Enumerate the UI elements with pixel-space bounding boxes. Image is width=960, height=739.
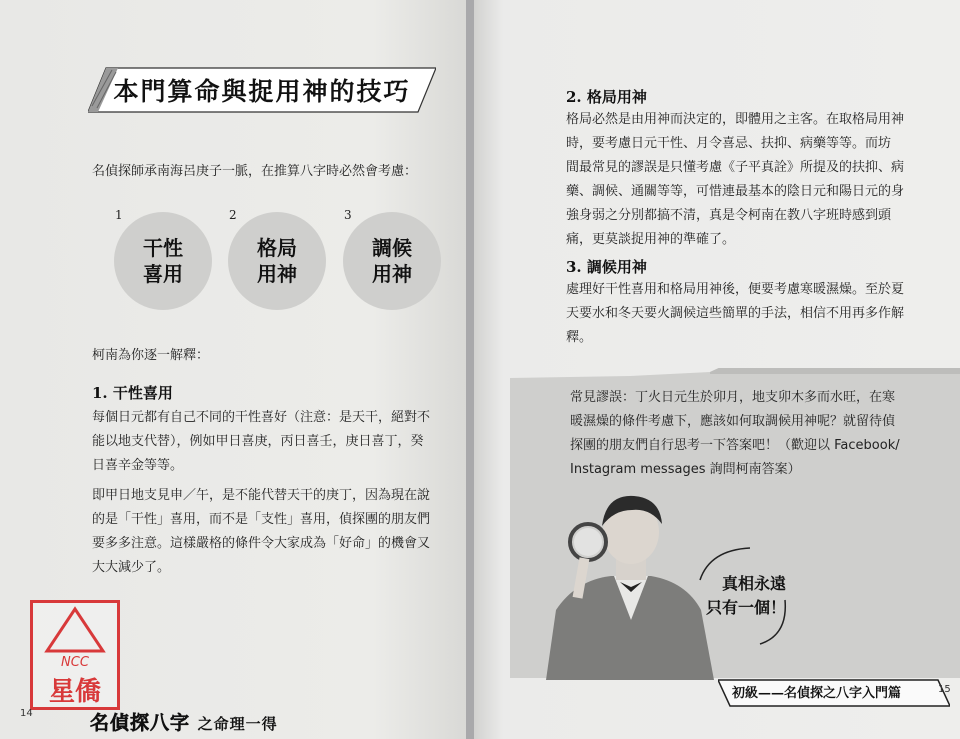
right-page-number: 15	[938, 684, 951, 695]
section2-line: 強身弱之分別都搞不清，真是令柯南在教八字班時感到頭	[566, 208, 892, 223]
section2-line: 格局必然是由用神而決定的，即體用之主客。在取格局用神	[566, 112, 905, 127]
common-mistake-paragraph	[570, 386, 950, 482]
book-spine	[466, 0, 474, 739]
section1-paragraph	[92, 406, 462, 478]
section1b-paragraph	[92, 484, 462, 580]
section2-title: 2. 格局用神	[566, 88, 647, 106]
footer-book-subtitle: 之命理一得	[197, 715, 278, 733]
circle-3-number: 3	[344, 208, 352, 222]
section1-line: 日喜辛金等等。	[92, 458, 184, 473]
section2-line: 痛，更莫談捉用神的準確了。	[566, 232, 736, 247]
circle-gan-xing	[114, 212, 212, 310]
circle-3-line2: 用神	[372, 262, 412, 286]
circle-2-line1: 格局	[257, 236, 297, 260]
circle-1-number: 1	[115, 208, 123, 222]
circle-tiao-hou	[343, 212, 441, 310]
circle-1-line1: 干性	[143, 236, 183, 260]
section3-title: 3. 調候用神	[566, 258, 647, 276]
footer-book-title: 名偵探八字	[90, 712, 191, 734]
panel-line: 暖濕燥的條件考慮下，應該如何取調候用神呢？就留待偵	[570, 414, 896, 429]
footer-book-logo	[90, 708, 278, 735]
panel-line: 探團的朋友們自行思考一下答案吧！（歡迎以 Facebook/	[570, 438, 900, 453]
ncc-stamp	[30, 600, 120, 710]
section3-paragraph	[566, 278, 946, 350]
panel-line: 常見謬誤：丁火日元生於卯月，地支卯木多而水旺，在寒	[570, 390, 896, 405]
section2-line: 間最常見的謬誤是只懂考慮《子平真詮》所提及的扶抑、病	[566, 160, 905, 175]
footer-chapter-text: 初級——名偵探之八字入門篇	[732, 686, 902, 701]
page-title: 本門算命與捉用神的技巧	[113, 77, 411, 106]
section1b-line: 大大減少了。	[92, 560, 171, 575]
intro-text: 名偵探師承南海呂庚子一脈，在推算八字時必然會考慮：	[92, 164, 418, 179]
section1b-line: 的是「干性」喜用，而不是「支性」喜用，偵探團的朋友們	[92, 512, 431, 527]
circle-ge-ju	[228, 212, 326, 310]
panel-line: Instagram messages 詢問柯南答案）	[570, 462, 801, 477]
explain-text: 柯南為你逐一解釋：	[92, 348, 210, 363]
section1b-line: 要多多注意。這樣嚴格的條件令大家成為「好命」的機會又	[92, 536, 431, 551]
section3-line: 天要水和冬天要火調候這些簡單的手法，相信不用再多作解	[566, 306, 905, 321]
bubble-line2: 只有一個！	[705, 598, 786, 617]
section2-paragraph	[566, 108, 946, 252]
stamp-cn-text: 星僑	[48, 677, 101, 707]
speech-bubble-text	[694, 572, 786, 620]
circle-2-number: 2	[229, 208, 237, 222]
section1-line: 每個日元都有自己不同的干性喜好（注意：是天干，絕對不	[92, 410, 431, 425]
section2-line: 時，要考慮日元干性、月令喜忌、扶抑、病藥等等。而坊	[566, 136, 892, 151]
stamp-ncc-text: NCC	[61, 655, 89, 670]
section1-line: 能以地支代替），例如甲日喜庚，丙日喜壬，庚日喜丁，癸	[92, 434, 424, 449]
left-page-number: 14	[20, 708, 33, 719]
circle-3-line1: 調候	[372, 236, 412, 260]
circle-2-line2: 用神	[257, 262, 297, 286]
section1-title: 1. 干性喜用	[92, 384, 173, 402]
circle-1-line2: 喜用	[143, 262, 183, 286]
bubble-line1: 真相永遠	[721, 574, 786, 593]
section1b-line: 即甲日地支見申／午，是不能代替天干的庚丁，因為現在說	[92, 488, 431, 503]
section3-line: 釋。	[566, 330, 593, 345]
section3-line: 處理好干性喜用和格局用神後，便要考慮寒暖濕燥。至於夏	[566, 282, 905, 297]
section2-line: 藥、調候、通關等等，可惜連最基本的陰日元和陽日元的身	[566, 184, 905, 199]
triangle-icon	[33, 603, 117, 655]
